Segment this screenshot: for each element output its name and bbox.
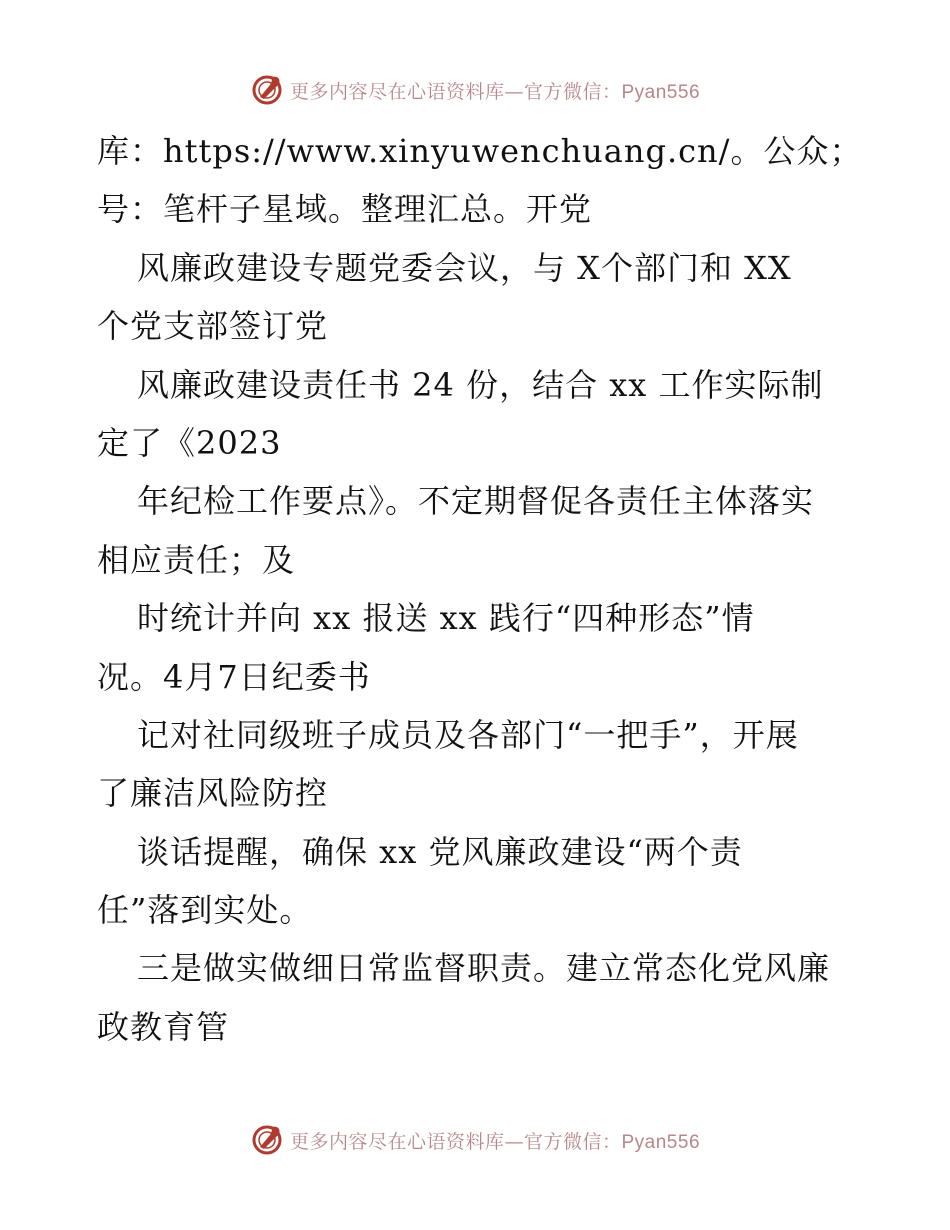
banner-wechat-id: Pyan556	[621, 81, 701, 103]
text-line: 三是做实做细日常监督职责。建立常态化党风廉	[137, 949, 831, 988]
text-line: 相应责任；及	[97, 540, 296, 579]
document-body	[97, 122, 867, 1056]
text-line: 记对社同级班子成员及各部门“一把手”，开展	[137, 715, 799, 754]
footer-watermark	[0, 1120, 950, 1160]
header-watermark	[0, 70, 950, 110]
banner-site-name: 更多内容尽在心语资料库	[289, 80, 505, 103]
text-line: 风廉政建设责任书 24 份，结合 xx 工作实际制	[137, 365, 824, 404]
text-line: 库：https://www.xinyuwenchuang.cn/。公众；	[97, 132, 863, 170]
text-line: 时统计并向 xx 报送 xx 践行“四种形态”情	[137, 599, 755, 638]
banner-wechat-id: Pyan556	[621, 1131, 701, 1153]
banner-wechat-label: 官方微信：	[523, 80, 622, 103]
text-line: 谈话提醒，确保 xx 党风廉政建设“两个责	[137, 832, 743, 871]
banner-wechat-label: 官方微信：	[523, 1130, 622, 1153]
quill-logo-icon	[250, 1123, 284, 1157]
text-line: 任”落到实处。	[97, 891, 313, 930]
text-line: 个党支部签订党	[97, 307, 329, 346]
banner-site-name: 更多内容尽在心语资料库	[289, 1130, 505, 1153]
text-line: 号：笔杆子星域。整理汇总。开党	[97, 190, 593, 229]
text-line: 了廉洁风险防控	[97, 774, 329, 813]
text-line: 况。4月7日纪委书	[97, 657, 371, 696]
text-line: 政教育管	[97, 1007, 230, 1046]
banner-dash: —	[504, 80, 524, 103]
text-line: 定了《2023	[97, 423, 282, 462]
text-line: 风廉政建设专题党委会议，与 X个部门和 XX	[137, 248, 792, 287]
text-line: 年纪检工作要点》。不定期督促各责任主体落实	[137, 482, 815, 521]
quill-logo-icon	[250, 73, 284, 107]
banner-dash: —	[504, 1130, 524, 1153]
